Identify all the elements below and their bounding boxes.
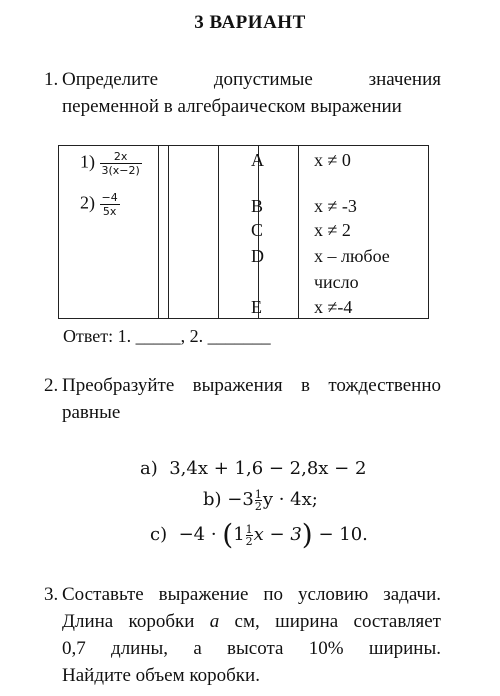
option-value: x ≠ 0 xyxy=(314,150,351,170)
text-segment: см, ширина составляет xyxy=(219,611,441,632)
open-paren: ( xyxy=(222,518,234,551)
fraction xyxy=(246,524,253,547)
option-letter: B xyxy=(251,196,264,216)
question-number: 2. xyxy=(44,375,59,396)
text-segment: Длина коробки xyxy=(62,611,210,632)
fraction xyxy=(100,191,120,218)
denominator: 2 xyxy=(254,499,262,513)
option-value: x – любое xyxy=(314,246,390,266)
expression-suffix: − 10. xyxy=(312,524,368,545)
expression-prefix: −4 · xyxy=(178,524,223,545)
expression-label: a) xyxy=(140,458,158,479)
option-value: x ≠-4 xyxy=(314,297,353,317)
expression-prefix: −3 xyxy=(227,489,254,510)
mixed-whole: 1 xyxy=(233,524,245,545)
option-letter: C xyxy=(251,220,264,240)
expression-a xyxy=(140,456,366,482)
expression-middle: x − 3 xyxy=(253,524,302,545)
question-number: 3. xyxy=(44,584,59,605)
expression-b xyxy=(203,487,318,513)
option-letter: A xyxy=(251,150,264,170)
numerator: 1 xyxy=(254,487,262,501)
question-2 xyxy=(44,372,441,426)
expression-label: 2) xyxy=(80,192,95,213)
question-text-line: Найдите объем коробки. xyxy=(62,665,260,686)
question-text-line: 0,7 длины, а высота 10% ширины. xyxy=(62,638,441,659)
option-value-continued: число xyxy=(314,272,359,292)
denominator: 2 xyxy=(245,534,253,548)
question-text-line xyxy=(62,608,441,635)
close-paren: ) xyxy=(301,518,313,551)
expression-label: 1) xyxy=(80,151,95,172)
expression-2 xyxy=(80,191,120,218)
page-title: 3 ВАРИАНТ xyxy=(194,12,306,33)
numerator: 1 xyxy=(245,522,253,536)
expression-label: b) xyxy=(203,489,222,510)
question-text-line: Преобразуйте выражения в тождественно xyxy=(62,375,441,396)
question-number: 1. xyxy=(44,69,59,90)
option-letter: E xyxy=(251,297,262,317)
denominator: 3(x−2) xyxy=(101,164,140,177)
question-text-line: Составьте выражение по условию задачи. xyxy=(62,584,441,605)
expression-text: 3,4x + 1,6 − 2,8x − 2 xyxy=(169,458,367,479)
question-3 xyxy=(44,581,441,689)
option-value: x ≠ 2 xyxy=(314,220,351,240)
numerator: 2x xyxy=(113,150,128,163)
question-1 xyxy=(44,66,441,120)
variable: a xyxy=(209,611,220,632)
fraction xyxy=(255,489,262,512)
answer-line: Ответ: 1. _____, 2. _______ xyxy=(63,326,271,346)
question-text-line: Определите допустимые значения xyxy=(62,69,441,90)
expression-suffix: y · 4x; xyxy=(262,489,318,510)
expression-label: c) xyxy=(150,524,168,545)
question-text-line: переменной в алгебраическом выражении xyxy=(62,96,402,117)
question-text-line: равные xyxy=(62,402,121,423)
expression-c xyxy=(150,518,368,551)
fraction xyxy=(100,150,142,177)
expression-1 xyxy=(80,150,142,177)
answer-table xyxy=(58,145,429,319)
denominator: 5x xyxy=(100,204,120,218)
option-letter: D xyxy=(251,246,264,266)
option-value: x ≠ -3 xyxy=(314,196,357,216)
numerator: −4 xyxy=(101,191,118,204)
